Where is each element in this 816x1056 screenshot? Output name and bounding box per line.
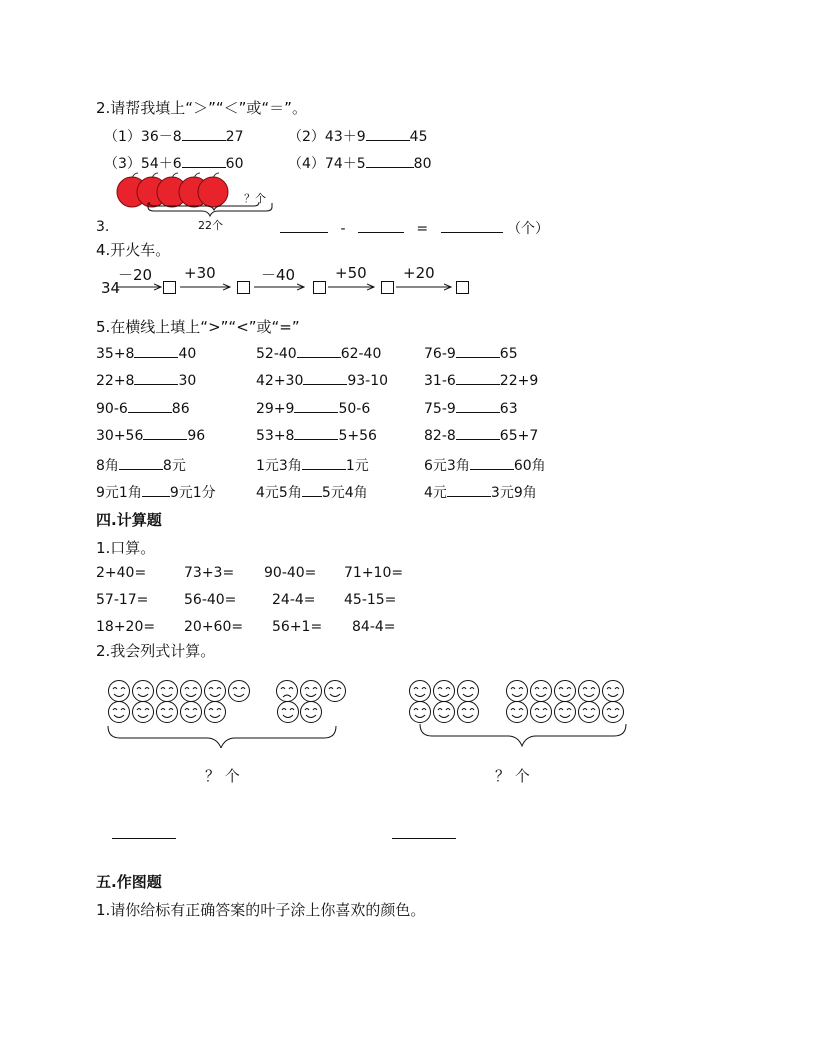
question-mark-count: ？个	[244, 192, 266, 205]
answer-blank[interactable]	[297, 345, 341, 358]
smiley-face-icon	[579, 702, 600, 723]
answer-blank[interactable]	[134, 345, 178, 358]
compare-item	[256, 455, 369, 475]
compare-left: 22+8	[96, 373, 135, 389]
smiley-face-icon	[410, 681, 624, 723]
compare-item	[96, 427, 205, 444]
answer-blank[interactable]	[128, 400, 172, 413]
smiley-face-icon	[507, 702, 528, 723]
section4-title: 四.计算题	[96, 511, 162, 529]
compare-right: 63	[499, 401, 518, 417]
left-answer-line[interactable]	[112, 826, 176, 839]
compare-right: 96	[187, 428, 206, 444]
compare-right: 22+9	[499, 373, 539, 389]
smiley-face-icon	[157, 702, 178, 723]
item-left: 74＋5	[324, 156, 366, 172]
compare-left: 82-8	[424, 428, 456, 444]
smiley-face-icon	[507, 681, 528, 702]
compare-item	[256, 372, 388, 389]
compare-left: 42+30	[256, 373, 304, 389]
smiley-face-icon	[603, 702, 624, 723]
minus-sign: -	[340, 221, 346, 237]
smiley-face-icon	[555, 702, 576, 723]
compare-right: 5元4角	[321, 485, 368, 501]
compare-left: 53+8	[256, 428, 295, 444]
unit: （个）	[507, 221, 550, 237]
list-calc-title: 2.我会列式计算。	[96, 642, 216, 660]
item-left: 43＋9	[324, 129, 366, 145]
item-label: （3）	[104, 156, 141, 172]
compare-right: 3元9角	[490, 485, 537, 501]
compare-item	[96, 482, 216, 502]
right-brace	[420, 724, 626, 746]
item-right: 60	[225, 156, 244, 172]
q3-equation	[280, 218, 549, 238]
compare-left: 8角	[96, 458, 119, 474]
compare-left: 4元5角	[256, 485, 302, 501]
answer-blank[interactable]	[294, 400, 338, 413]
compare-right: 93-10	[347, 373, 389, 389]
item-left: 36－8	[140, 129, 182, 145]
compare-right: 5+56	[338, 428, 377, 444]
compare-left: 30+56	[96, 428, 144, 444]
item-label: （1）	[104, 129, 141, 145]
compare-item	[96, 400, 190, 417]
q3-number: 3.	[96, 219, 110, 235]
train-op-1: －20	[118, 266, 153, 284]
answer-blank[interactable]	[447, 484, 491, 497]
answer-blank[interactable]	[366, 155, 414, 168]
answer-blank[interactable]	[456, 427, 500, 440]
mental-math-item: 45-15=	[344, 592, 397, 608]
compare-item	[256, 427, 377, 444]
compare-left: 9元1角	[96, 485, 142, 501]
mental-math-item: 24-4=	[272, 592, 316, 608]
answer-blank[interactable]	[358, 220, 404, 233]
smiley-face-icon	[325, 681, 346, 702]
smiley-face-icon	[205, 702, 226, 723]
compare-left: 75-9	[424, 401, 456, 417]
smiley-face-icon	[555, 681, 576, 702]
smiley-face-icon	[458, 702, 479, 723]
compare-right: 1元	[345, 458, 369, 474]
total-count: 22个	[198, 219, 223, 232]
item-left: 54＋6	[140, 156, 182, 172]
smiley-face-icon	[109, 702, 130, 723]
smiley-face-icon	[410, 681, 431, 702]
compare-right: 50-6	[338, 401, 371, 417]
mental-math-item: 73+3=	[184, 565, 235, 581]
answer-blank[interactable]	[134, 372, 178, 385]
train-op-5: +20	[403, 264, 435, 282]
right-answer-line[interactable]	[392, 826, 456, 839]
mental-math-title: 1.口算。	[96, 539, 156, 557]
answer-blank[interactable]	[119, 457, 163, 470]
mental-math-item: 56-40=	[184, 592, 237, 608]
left-smiley-figure	[100, 676, 350, 748]
apple-icon	[117, 173, 228, 207]
train-op-4: +50	[335, 264, 367, 282]
compare-right: 9元1分	[169, 485, 216, 501]
compare-item	[424, 372, 538, 389]
smiley-face-icon	[410, 702, 431, 723]
smiley-face-icon	[434, 702, 455, 723]
answer-blank[interactable]	[302, 484, 322, 497]
q2-item-3	[104, 153, 243, 173]
smiley-face-icon	[531, 681, 552, 702]
item-right: 80	[413, 156, 432, 172]
compare-right: 65	[499, 346, 518, 362]
compare-item	[424, 400, 518, 417]
answer-blank[interactable]	[303, 372, 347, 385]
smiley-face-icon	[181, 702, 202, 723]
compare-left: 52-40	[256, 346, 297, 362]
train-box-1[interactable]	[163, 281, 176, 294]
compare-right: 86	[171, 401, 190, 417]
train-op-3: －40	[261, 266, 296, 284]
smiley-face-icon	[278, 702, 299, 723]
q2-title: 2.请帮我填上“＞”“＜”或“＝”。	[96, 99, 307, 117]
compare-right: 60角	[513, 458, 546, 474]
equals-sign: =	[416, 221, 429, 237]
train-box-3[interactable]	[313, 281, 326, 294]
smiley-face-icon	[157, 681, 178, 702]
q2-item-1	[104, 126, 243, 146]
answer-blank[interactable]	[366, 128, 410, 141]
smiley-face-icon	[434, 681, 455, 702]
compare-right: 8元	[162, 458, 186, 474]
mental-math-item: 71+10=	[344, 565, 404, 581]
smiley-face-icon	[229, 681, 250, 702]
train-box-4[interactable]	[381, 281, 394, 294]
compare-item	[424, 455, 546, 475]
answer-blank[interactable]	[294, 427, 338, 440]
item-label: （2）	[288, 129, 325, 145]
item-label: （4）	[288, 156, 325, 172]
answer-blank[interactable]	[302, 457, 346, 470]
smiley-face-icon	[133, 681, 154, 702]
smiley-face-icon	[579, 681, 600, 702]
train-op-2: +30	[184, 264, 216, 282]
q5-title: 5.在横线上填上“>”“<”或“=”	[96, 318, 300, 336]
compare-right: 62-40	[340, 346, 382, 362]
sad-face-icon	[277, 681, 298, 702]
compare-item	[424, 345, 518, 362]
mental-math-item: 56+1=	[272, 619, 323, 635]
answer-blank[interactable]	[143, 427, 187, 440]
compare-left: 1元3角	[256, 458, 302, 474]
compare-left: 90-6	[96, 401, 128, 417]
smiley-face-icon	[109, 681, 346, 723]
compare-left: 4元	[424, 485, 447, 501]
compare-item	[256, 482, 368, 502]
compare-right: 65+7	[499, 428, 539, 444]
answer-blank[interactable]	[142, 484, 170, 497]
compare-item	[96, 455, 186, 475]
compare-item	[256, 345, 381, 362]
item-right: 27	[225, 129, 244, 145]
smiley-face-icon	[458, 681, 479, 702]
compare-item	[424, 482, 537, 502]
compare-left: 76-9	[424, 346, 456, 362]
mental-math-item: 84-4=	[352, 619, 396, 635]
answer-blank[interactable]	[470, 457, 514, 470]
train-box-2[interactable]	[237, 281, 250, 294]
answer-blank[interactable]	[456, 400, 500, 413]
compare-item	[96, 372, 196, 389]
smiley-face-icon	[205, 681, 226, 702]
mental-math-item: 57-17=	[96, 592, 149, 608]
answer-blank[interactable]	[456, 345, 500, 358]
left-question: ？ 个	[205, 767, 240, 785]
smiley-face-icon	[181, 681, 202, 702]
compare-right: 30	[178, 373, 197, 389]
smiley-face-icon	[531, 702, 552, 723]
answer-blank[interactable]	[456, 372, 500, 385]
mental-math-item: 20+60=	[184, 619, 244, 635]
smiley-face-icon	[301, 681, 322, 702]
train-box-5[interactable]	[456, 281, 469, 294]
compare-item	[96, 345, 196, 362]
smiley-face-icon	[603, 681, 624, 702]
q4-title: 4.开火车。	[96, 241, 171, 259]
compare-right: 40	[178, 346, 197, 362]
leaf-question: 1.请你给标有正确答案的叶子涂上你喜欢的颜色。	[96, 901, 426, 919]
compare-item	[424, 427, 538, 444]
compare-left: 29+9	[256, 401, 295, 417]
mental-math-item: 2+40=	[96, 565, 147, 581]
smiley-face-icon	[133, 702, 154, 723]
right-smiley-figure	[404, 676, 634, 748]
item-right: 45	[409, 129, 428, 145]
section5-title: 五.作图题	[96, 873, 162, 891]
compare-item	[256, 400, 370, 417]
left-brace	[108, 726, 336, 748]
smiley-face-icon	[301, 702, 322, 723]
q2-item-2	[288, 126, 427, 146]
q2-item-4	[288, 153, 431, 173]
mental-math-item: 90-40=	[264, 565, 317, 581]
answer-blank[interactable]	[441, 220, 503, 233]
compare-left: 31-6	[424, 373, 456, 389]
train-start: 34	[101, 279, 121, 297]
mental-math-item: 18+20=	[96, 619, 156, 635]
compare-left: 35+8	[96, 346, 135, 362]
right-question: ？ 个	[495, 767, 530, 785]
answer-blank[interactable]	[280, 220, 328, 233]
answer-blank[interactable]	[182, 128, 226, 141]
compare-left: 6元3角	[424, 458, 470, 474]
answer-blank[interactable]	[182, 155, 226, 168]
smiley-face-icon	[109, 681, 130, 702]
